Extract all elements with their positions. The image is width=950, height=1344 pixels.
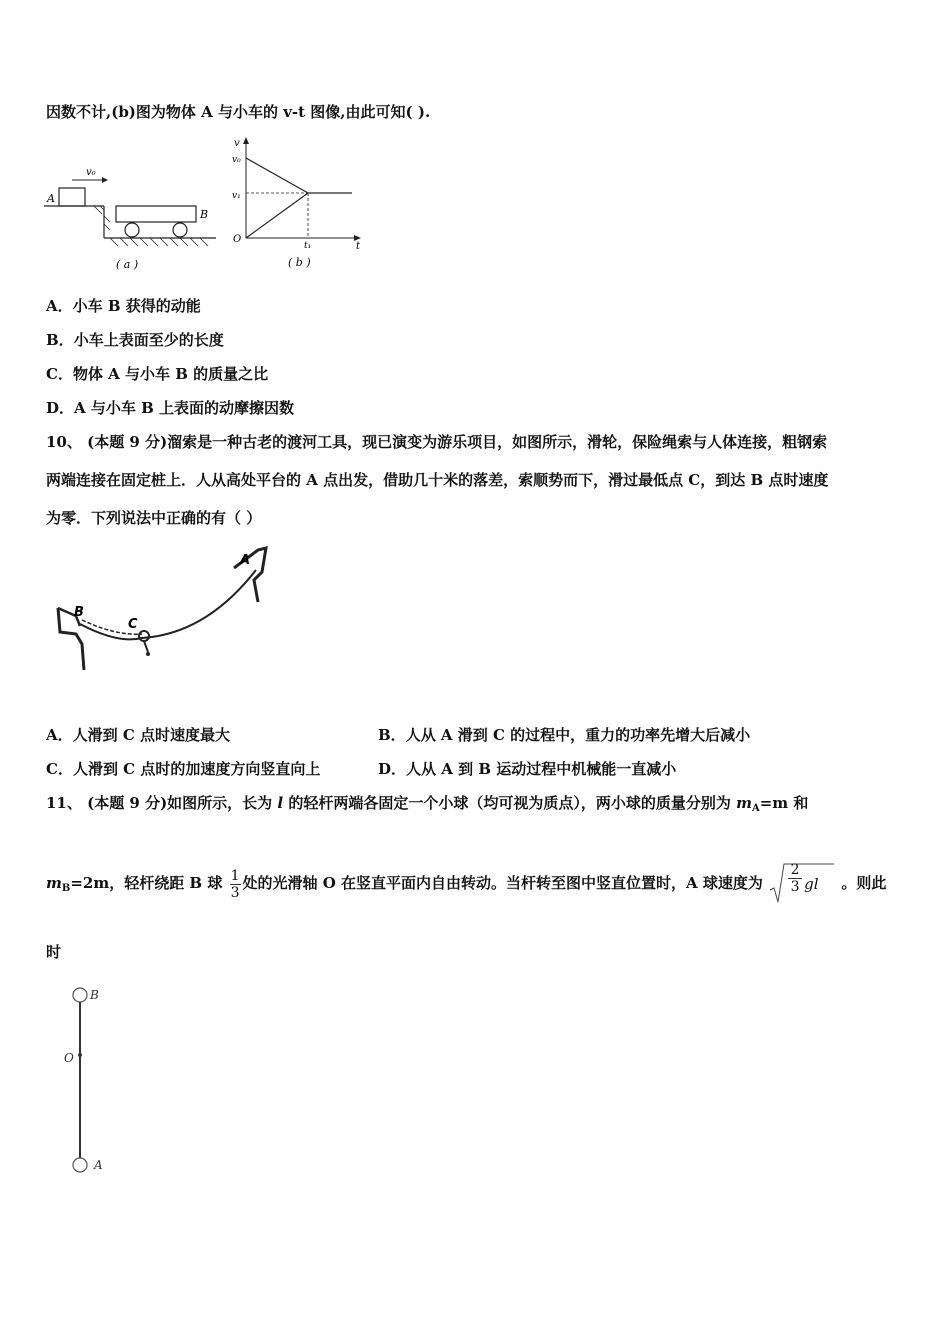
label-o: O (233, 234, 242, 245)
fraction-one-third: $\frac{1}{3}$ (230, 867, 240, 901)
q11-line-2: $m_B=2m$，轻杆绕距 B 球 $\frac{1}{3}$ 处的光滑轴 O 在竖直平面内自由转动。当杆转至图中竖直位置时，A 球速度为 $\frac{2}{3}$ gl 。则此 (46, 862, 886, 909)
q11-rod-figure (60, 982, 120, 1178)
q11-line-1: 11、 (本题 9 分)如图所示，长为 l 的轻杆两端各固定一个小球（均可视为质点），两小球的质量分别为 $m_A=m$ 和 (46, 794, 809, 814)
caption-a: ( a ) (116, 258, 139, 271)
q10-line-2: 两端连接在固定桩上．人从高处平台的 A 点出发，借助几十米的落差，索顺势而下，滑过最低点 C，到达 B 点时速度 (46, 471, 829, 489)
label-b: B (200, 208, 209, 221)
caption-b: ( b ) (288, 256, 311, 269)
ball-a (73, 1158, 87, 1172)
label-b: B (90, 988, 99, 1002)
q10-option-b: B．人从 A 滑到 C 的过程中，重力的功率先增大后减小 (378, 726, 751, 744)
q9-option-a: A．小车 B 获得的动能 (46, 297, 201, 315)
cart-b (116, 206, 196, 222)
q9-figure-b (228, 134, 368, 274)
axis-o (78, 1053, 82, 1057)
block-a (59, 188, 85, 206)
q10-line-3: 为零．下列说法中正确的有（ ） (46, 509, 262, 527)
q10-zipline-figure (46, 540, 286, 690)
label-a: A (240, 553, 251, 568)
label-o: O (64, 1051, 74, 1065)
q10-option-a: A．人滑到 C 点时速度最大 (46, 726, 231, 744)
q9-stem-tail: 因数不计,(b)图为物体 A 与小车的 v-t 图像,由此可知( ). (46, 103, 431, 121)
label-c: C (128, 617, 138, 632)
q10-option-c: C．人滑到 C 点时的加速度方向竖直向上 (46, 760, 321, 778)
label-v1: v₁ (232, 191, 241, 201)
label-v0: v₀ (232, 155, 241, 165)
b-line (246, 193, 308, 238)
a-line (246, 158, 308, 193)
axis-v: v (234, 138, 240, 149)
q10-option-d: D．人从 A 到 B 运动过程中机械能一直减小 (378, 760, 677, 778)
q9-figure-a (44, 160, 224, 275)
label-b: B (74, 605, 84, 620)
q9-option-c: C．物体 A 与小车 B 的质量之比 (46, 365, 269, 383)
axis-t: t (356, 241, 361, 252)
q9-option-d: D．A 与小车 B 上表面的动摩擦因数 (46, 399, 294, 417)
q10-line-1: 10、 (本题 9 分)溜索是一种古老的渡河工具，现已演变为游乐项目，如图所示，滑轮，保险绳索与人体连接，粗钢索 (46, 433, 828, 451)
label-t1: t₁ (304, 241, 312, 251)
label-v0: v₀ (86, 167, 96, 178)
ball-b (73, 988, 87, 1002)
q11-line-3: 时 (46, 943, 62, 961)
pulley-c (139, 631, 149, 641)
q9-option-b: B．小车上表面至少的长度 (46, 331, 224, 349)
sqrt-expression: $\frac{2}{3}$ gl (768, 862, 836, 906)
label-a: A (47, 192, 55, 205)
label-a: A (94, 1158, 103, 1172)
